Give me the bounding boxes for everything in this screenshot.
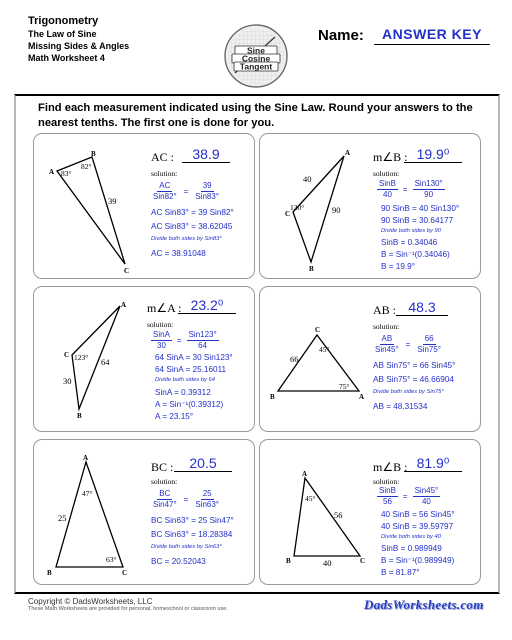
solution-label: solution:: [373, 477, 400, 486]
problem-card-6: [259, 439, 481, 585]
angle-label: 45°: [305, 494, 316, 503]
fraction-denominator: Sin82°: [153, 192, 177, 201]
fraction-denominator: Sin83°: [195, 192, 220, 201]
vertex-label: B: [77, 412, 82, 420]
solution-final: A = 23.15°: [155, 412, 194, 421]
logo-word-cosine: Cosine: [241, 53, 271, 64]
fraction-numerator: SinB: [379, 486, 396, 495]
solution-final: B = 81.87°: [381, 568, 420, 577]
solution-label: solution:: [373, 322, 400, 331]
solution-step: 64 SinA = 25.16011: [155, 365, 227, 374]
solution-step: BC Sin63° = 18.28384: [151, 530, 233, 539]
problem-answer: 23.2⁰: [178, 297, 236, 314]
proportion: SinA 30 = Sin123° 64: [153, 330, 217, 350]
fraction-numerator: SinA: [153, 330, 170, 339]
fraction-denominator: Sin75°: [417, 345, 442, 354]
problem-card-2: [259, 133, 481, 279]
fraction-denominator: 30: [157, 341, 166, 350]
vertex-label: A: [83, 454, 89, 462]
problem-card-5: [33, 439, 255, 585]
angle-label: 82°: [81, 162, 92, 171]
angle-label: 123°: [74, 353, 89, 362]
problem-title: BC :: [151, 460, 174, 474]
side-label: 90: [332, 205, 341, 215]
fraction-denominator: 40: [383, 190, 392, 199]
problem-answer: 19.9⁰: [404, 146, 462, 163]
solution-label: solution:: [147, 320, 174, 329]
solution-step: A = Sin⁻¹(0.39312): [155, 400, 224, 409]
solution-final: AB = 48.31534: [373, 402, 428, 411]
proportion: SinB 56 = Sin45° 40: [379, 486, 439, 506]
vertex-label: C: [122, 569, 128, 577]
instructions: Find each measurement indicated using the Sine Law. Round your answers to the nearest tenths. The first one is done for you.: [38, 102, 473, 129]
side-label: 25: [58, 513, 67, 523]
solution-step: AB Sin75° = 66 Sin45°: [373, 361, 456, 370]
fraction-numerator: Sin130°: [414, 179, 443, 188]
solution-step: SinB = 0.989949: [381, 544, 442, 553]
problem-answer: 48.3: [396, 299, 448, 316]
side-label: 56: [334, 510, 343, 520]
fraction-denominator: 90: [424, 190, 434, 199]
angle-label: 83°: [61, 169, 72, 178]
solution-note: Divide both sides by 40: [381, 534, 441, 540]
solution-step: B = Sin⁻¹(0.989949): [381, 556, 455, 565]
solution-note: Divide both sides by 90: [381, 228, 441, 234]
vertex-label: A: [345, 149, 351, 157]
angle-label: 75°: [339, 382, 350, 391]
proportion: AB Sin45° = 66 Sin75°: [375, 334, 442, 354]
vertex-label: C: [360, 557, 366, 565]
logo-word-tangent: Tangent: [239, 61, 273, 72]
brand-logo: DadsWorksheets.com: [364, 597, 484, 612]
angle-label: 130°: [290, 203, 305, 212]
solution-step: B = Sin⁻¹(0.34046): [381, 250, 450, 259]
solution-step: 90 SinB = 40 Sin130°: [381, 204, 460, 213]
solution-label: solution:: [151, 477, 178, 486]
problem-answer: 81.9⁰: [404, 455, 462, 472]
angle-label: 63°: [106, 555, 117, 564]
name-label: Name:: [318, 27, 364, 44]
solution-note: Divide both sides by Sin83°: [151, 236, 222, 242]
side-label: 40: [323, 558, 332, 568]
side-label: 64: [101, 357, 110, 367]
solution-step: SinB = 0.34046: [381, 238, 438, 247]
fraction-denominator: Sin45°: [375, 345, 399, 354]
header-subtopic: Missing Sides & Angles: [28, 41, 130, 51]
solution-final: BC = 20.52043: [151, 557, 206, 566]
fraction-denominator: Sin47°: [153, 500, 177, 509]
solution-note: Divide both sides by Sin63°: [151, 544, 222, 550]
fraction-numerator: 25: [202, 489, 212, 498]
solution-step: AC Sin83° = 39 Sin82°: [151, 208, 234, 217]
problem-title: m∠B :: [373, 150, 408, 164]
problem-card-3: [33, 286, 255, 432]
solution-step: SinA = 0.39312: [155, 388, 211, 397]
problem-title: AB :: [373, 303, 397, 317]
solution-step: 90 SinB = 30.64177: [381, 216, 454, 225]
fraction-denominator: 56: [383, 497, 392, 506]
solution-final: AC = 38.91048: [151, 249, 206, 258]
problem-title: AC :: [151, 150, 175, 164]
proportion: BC Sin47° = 25 Sin63°: [153, 489, 220, 509]
solution-note: Divide both sides by 64: [155, 377, 215, 383]
vertex-label: C: [124, 267, 130, 275]
fraction-denominator: 40: [421, 497, 431, 506]
vertex-label: A: [359, 393, 365, 401]
proportion: AC Sin82° = 39 Sin83°: [153, 181, 220, 201]
logo-word-sine: Sine: [247, 45, 265, 56]
vertex-label: B: [91, 150, 96, 158]
solution-step: 40 SinB = 56 Sin45°: [381, 510, 455, 519]
fraction-denominator: Sin63°: [195, 500, 220, 509]
vertex-label: A: [302, 470, 308, 478]
side-label: 40: [303, 174, 312, 184]
fraction-numerator: Sin123°: [188, 330, 217, 339]
solution-step: BC Sin63° = 25 Sin47°: [151, 516, 234, 525]
problem-answer: 20.5: [174, 455, 232, 472]
name-field: [318, 24, 490, 46]
proportion: SinB 40 = Sin130° 90: [379, 179, 443, 199]
fraction-numerator: BC: [159, 489, 171, 498]
problem-card-1: [33, 133, 255, 279]
header-worksheet-number: Math Worksheet 4: [28, 53, 105, 63]
solution-label: solution:: [373, 169, 400, 178]
vertex-label: B: [286, 557, 291, 565]
copyright-text: Copyright © DadsWorksheets, LLC: [28, 597, 153, 606]
fraction-denominator: 64: [198, 341, 208, 350]
fraction-numerator: AC: [159, 181, 171, 190]
side-label: 66: [290, 354, 299, 364]
vertex-label: C: [64, 351, 70, 359]
solution-step: 64 SinA = 30 Sin123°: [155, 353, 233, 362]
solution-note: Divide both sides by Sin75°: [373, 389, 444, 395]
fraction-numerator: Sin45°: [414, 486, 439, 495]
vertex-label: A: [121, 301, 127, 309]
usage-note: These Math Worksheets are provided for personal, homeschool or classroom use.: [28, 606, 228, 612]
solution-step: 40 SinB = 39.59797: [381, 522, 454, 531]
problem-title: m∠B :: [373, 460, 408, 474]
fraction-numerator: 66: [424, 334, 434, 343]
worksheet-header: [28, 14, 129, 64]
side-label: 39: [108, 196, 117, 206]
angle-label: 45°: [319, 345, 330, 354]
vertex-label: B: [309, 265, 314, 273]
vertex-label: B: [270, 393, 275, 401]
fraction-numerator: SinB: [379, 179, 396, 188]
vertex-label: C: [315, 326, 321, 334]
vertex-label: B: [47, 569, 52, 577]
vertex-label: C: [285, 210, 291, 218]
name-value: ANSWER KEY: [374, 24, 490, 45]
fraction-numerator: AB: [381, 334, 393, 343]
solution-step: AC Sin83° = 38.62045: [151, 222, 233, 231]
problem-title: m∠A :: [147, 301, 182, 315]
problem-card-4: [259, 286, 481, 432]
header-topic: The Law of Sine: [28, 29, 97, 39]
solution-label: solution:: [151, 169, 178, 178]
solution-step: AB Sin75° = 46.66904: [373, 375, 454, 384]
sine-cosine-tangent-logo: [223, 23, 289, 89]
solution-final: B = 19.9°: [381, 262, 416, 271]
header-subject: Trigonometry: [28, 15, 99, 27]
vertex-label: A: [49, 168, 55, 176]
problem-answer: 38.9: [182, 146, 230, 163]
fraction-numerator: 39: [202, 181, 212, 190]
side-label: 30: [63, 376, 72, 386]
angle-label: 47°: [82, 489, 93, 498]
